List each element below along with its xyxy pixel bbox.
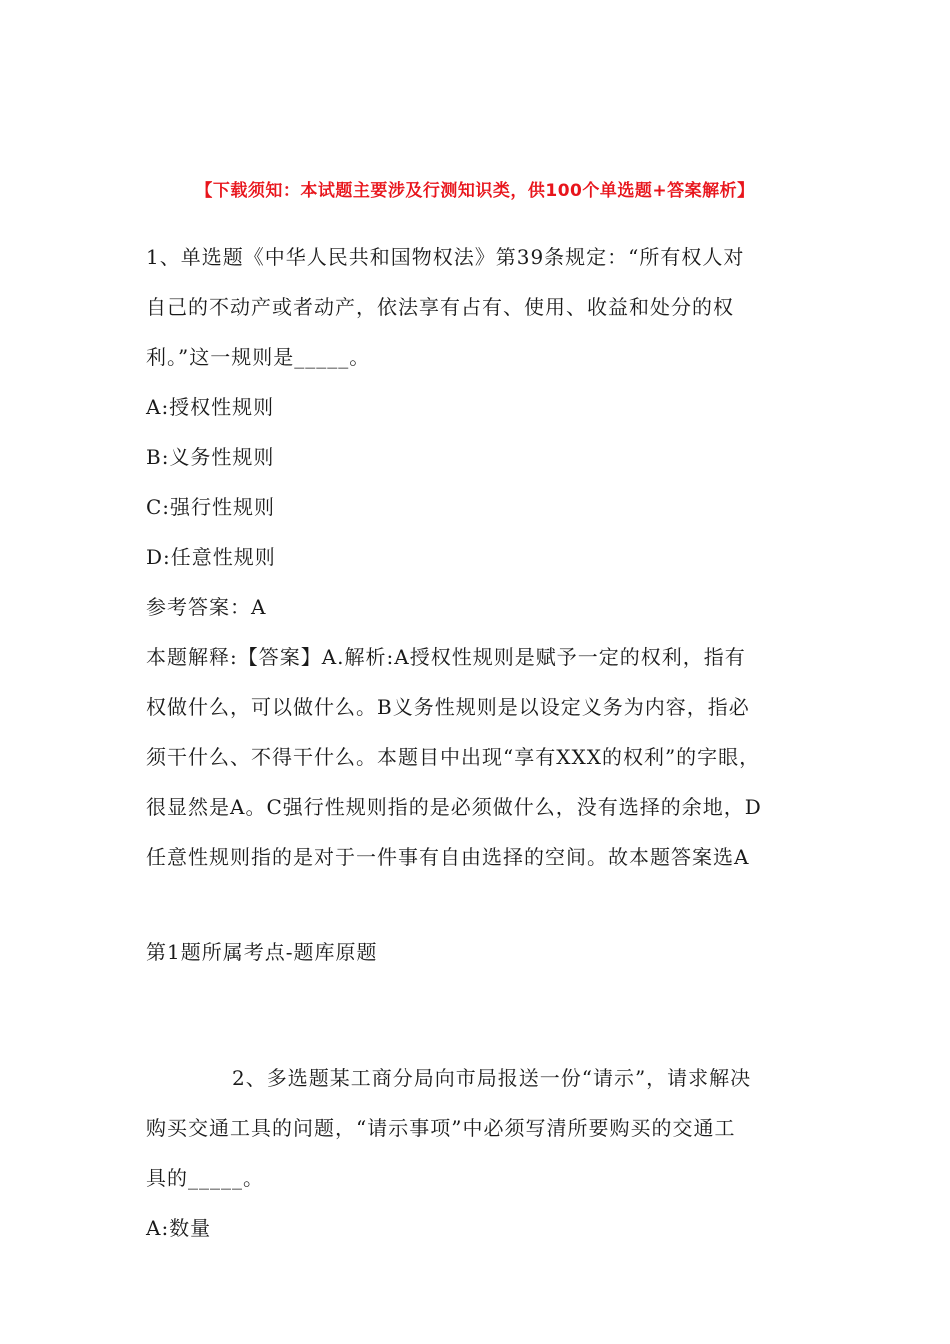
knowledge-point: 第1题所属考点-题库原题 (146, 940, 378, 964)
option-a: A:数量 (146, 1216, 212, 1240)
spacer (146, 977, 810, 1053)
question-stem-line: 具的_____。 (146, 1166, 264, 1190)
question-1 (146, 232, 810, 977)
option-b: B:义务性规则 (146, 445, 275, 469)
reference-answer: 参考答案：A (146, 595, 267, 619)
question-stem-line: 1、单选题《中华人民共和国物权法》第39条规定：“所有权人对 (146, 245, 745, 269)
explanation-line: 任意性规则指的是对于一件事有自由选择的空间。故本题答案选A (146, 845, 750, 869)
question-stem-line: 利。”这一规则是_____。 (146, 345, 371, 369)
spacer (146, 882, 810, 927)
download-notice: 【下载须知：本试题主要涉及行测知识类，供100个单选题+答案解析】 (195, 181, 755, 201)
explanation-line: 须干什么、不得干什么。本题目中出现“享有XXX的权利”的字眼， (146, 745, 761, 769)
question-2 (146, 1053, 810, 1253)
question-stem-line: 购买交通工具的问题，“请示事项”中必须写清所要购买的交通工 (146, 1116, 736, 1140)
option-d: D:任意性规则 (146, 545, 276, 569)
option-c: C:强行性规则 (146, 495, 276, 519)
question-stem-line: 2、多选题某工商分局向市局报送一份“请示”，请求解决 (232, 1066, 752, 1090)
explanation-line: 本题解释:【答案】A.解析:A授权性规则是赋予一定的权利，指有 (146, 645, 746, 669)
explanation-line: 权做什么，可以做什么。B义务性规则是以设定义务为内容，指必 (146, 695, 750, 719)
explanation-line: 很显然是A。C强行性规则指的是必须做什么，没有选择的余地，D (146, 795, 762, 819)
question-stem-line: 自己的不动产或者动产，依法享有占有、使用、收益和处分的权 (146, 295, 734, 319)
document-body (146, 232, 810, 1253)
option-a: A:授权性规则 (146, 395, 275, 419)
